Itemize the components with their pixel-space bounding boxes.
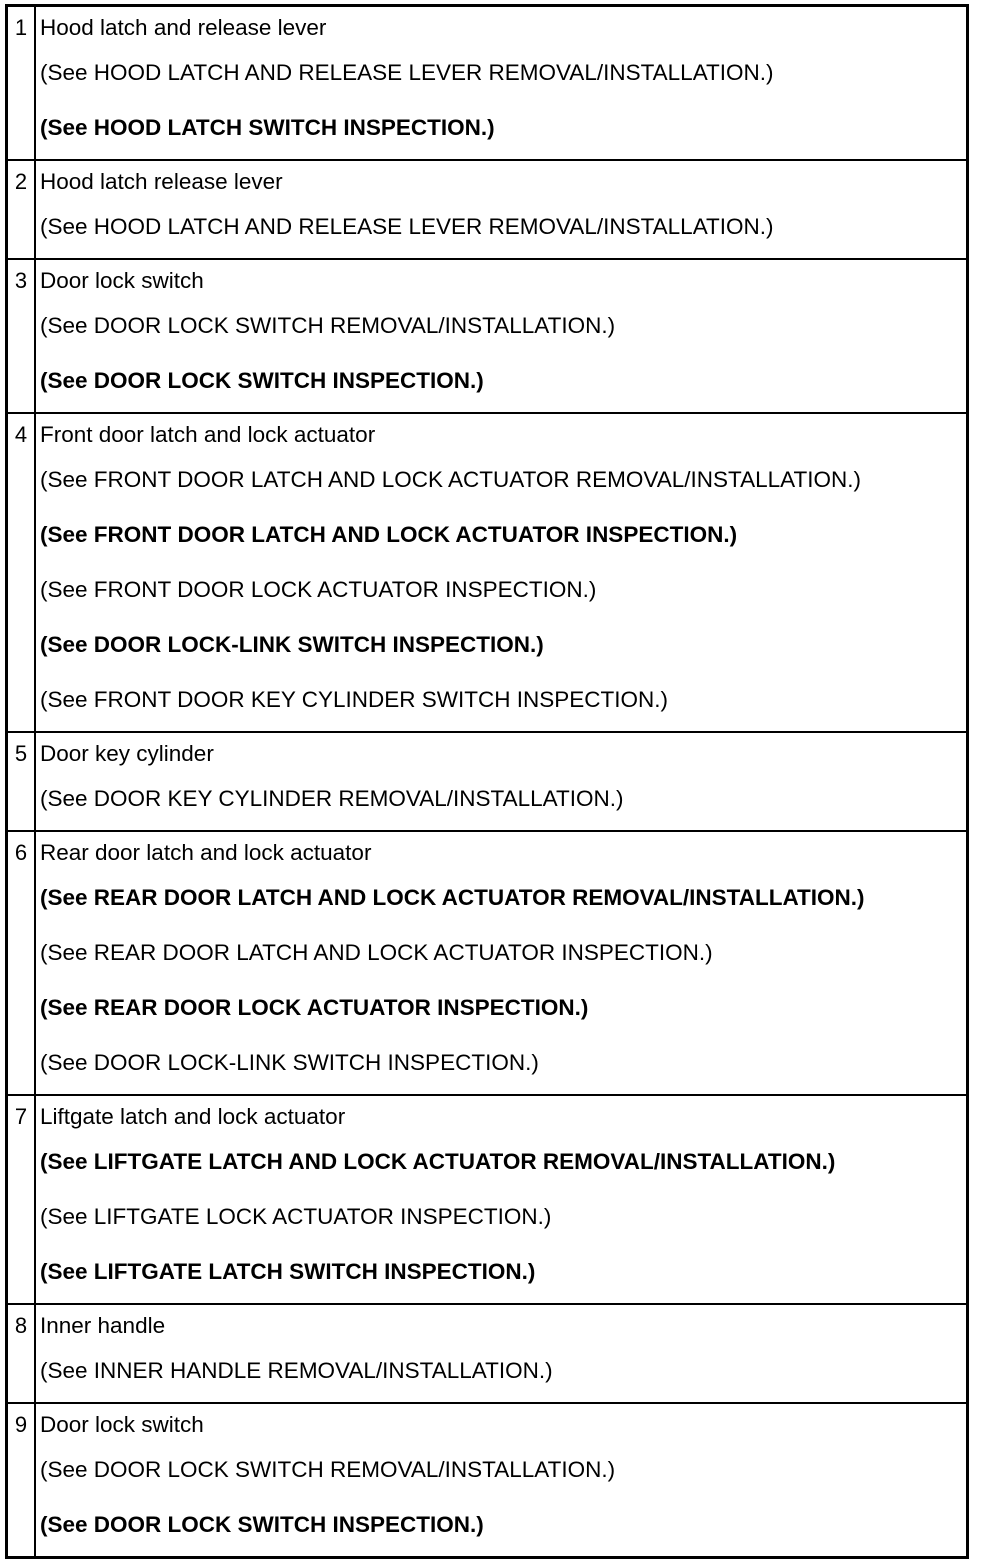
reference-link[interactable]: (See FRONT DOOR KEY CYLINDER SWITCH INSPECTION.) xyxy=(40,687,669,712)
item-description-cell xyxy=(35,6,968,161)
table-row xyxy=(7,1304,968,1403)
item-title: Door key cylinder xyxy=(40,741,214,766)
item-number-cell xyxy=(7,259,36,413)
item-number: 3 xyxy=(14,268,28,293)
reference-link[interactable]: (See REAR DOOR LATCH AND LOCK ACTUATOR REMOVAL/INSTALLATION.) xyxy=(40,885,865,910)
item-number-cell xyxy=(7,1095,36,1304)
reference-link[interactable]: (See DOOR LOCK SWITCH INSPECTION.) xyxy=(40,1512,484,1537)
table-row xyxy=(7,160,968,259)
item-description-cell xyxy=(35,1304,968,1403)
reference-link[interactable]: (See LIFTGATE LATCH AND LOCK ACTUATOR REMOVAL/INSTALLATION.) xyxy=(40,1149,836,1174)
item-number: 9 xyxy=(14,1412,28,1437)
item-description-cell xyxy=(35,831,968,1095)
item-title: Door lock switch xyxy=(40,268,204,293)
item-number-cell xyxy=(7,6,36,161)
reference-link[interactable]: (See LIFTGATE LOCK ACTUATOR INSPECTION.) xyxy=(40,1204,552,1229)
table-row xyxy=(7,831,968,1095)
reference-link[interactable]: (See DOOR LOCK SWITCH REMOVAL/INSTALLATION.) xyxy=(40,1457,616,1482)
reference-link[interactable]: (See HOOD LATCH AND RELEASE LEVER REMOVAL/INSTALLATION.) xyxy=(40,214,774,239)
table-row xyxy=(7,732,968,831)
reference-link[interactable]: (See LIFTGATE LATCH SWITCH INSPECTION.) xyxy=(40,1259,536,1284)
reference-link[interactable]: (See REAR DOOR LOCK ACTUATOR INSPECTION.) xyxy=(40,995,589,1020)
reference-link[interactable]: (See HOOD LATCH AND RELEASE LEVER REMOVAL/INSTALLATION.) xyxy=(40,60,774,85)
reference-link[interactable]: (See DOOR KEY CYLINDER REMOVAL/INSTALLATION.) xyxy=(40,786,624,811)
reference-link[interactable]: (See DOOR LOCK SWITCH INSPECTION.) xyxy=(40,368,484,393)
item-title: Liftgate latch and lock actuator xyxy=(40,1104,346,1129)
reference-link[interactable]: (See DOOR LOCK-LINK SWITCH INSPECTION.) xyxy=(40,632,544,657)
item-number: 2 xyxy=(14,169,28,194)
item-number: 1 xyxy=(14,15,28,40)
table-row xyxy=(7,1095,968,1304)
component-reference-table xyxy=(5,4,969,1559)
item-number-cell xyxy=(7,1403,36,1558)
reference-link[interactable]: (See DOOR LOCK SWITCH REMOVAL/INSTALLATION.) xyxy=(40,313,616,338)
table-row xyxy=(7,1403,968,1558)
item-number: 8 xyxy=(14,1313,28,1338)
item-number-cell xyxy=(7,1304,36,1403)
item-description-cell xyxy=(35,259,968,413)
item-number: 7 xyxy=(14,1104,28,1129)
item-number-cell xyxy=(7,160,36,259)
item-number: 5 xyxy=(14,741,28,766)
reference-link[interactable]: (See FRONT DOOR LATCH AND LOCK ACTUATOR INSPECTION.) xyxy=(40,522,738,547)
item-title: Hood latch and release lever xyxy=(40,15,327,40)
item-number-cell xyxy=(7,732,36,831)
table-row xyxy=(7,413,968,732)
item-description-cell xyxy=(35,160,968,259)
item-number: 6 xyxy=(14,840,28,865)
reference-link[interactable]: (See FRONT DOOR LOCK ACTUATOR INSPECTION.) xyxy=(40,577,597,602)
item-number: 4 xyxy=(14,422,28,447)
reference-link[interactable]: (See INNER HANDLE REMOVAL/INSTALLATION.) xyxy=(40,1358,553,1383)
item-description-cell xyxy=(35,413,968,732)
reference-link[interactable]: (See REAR DOOR LATCH AND LOCK ACTUATOR INSPECTION.) xyxy=(40,940,713,965)
reference-link[interactable]: (See DOOR LOCK-LINK SWITCH INSPECTION.) xyxy=(40,1050,539,1075)
item-number-cell xyxy=(7,413,36,732)
reference-link[interactable]: (See HOOD LATCH SWITCH INSPECTION.) xyxy=(40,115,495,140)
item-description-cell xyxy=(35,1095,968,1304)
item-description-cell xyxy=(35,732,968,831)
item-title: Rear door latch and lock actuator xyxy=(40,840,372,865)
item-title: Front door latch and lock actuator xyxy=(40,422,376,447)
item-title: Door lock switch xyxy=(40,1412,204,1437)
item-title: Inner handle xyxy=(40,1313,166,1338)
item-title: Hood latch release lever xyxy=(40,169,283,194)
table-row xyxy=(7,6,968,161)
item-description-cell xyxy=(35,1403,968,1558)
table-row xyxy=(7,259,968,413)
reference-link[interactable]: (See FRONT DOOR LATCH AND LOCK ACTUATOR REMOVAL/INSTALLATION.) xyxy=(40,467,861,492)
item-number-cell xyxy=(7,831,36,1095)
